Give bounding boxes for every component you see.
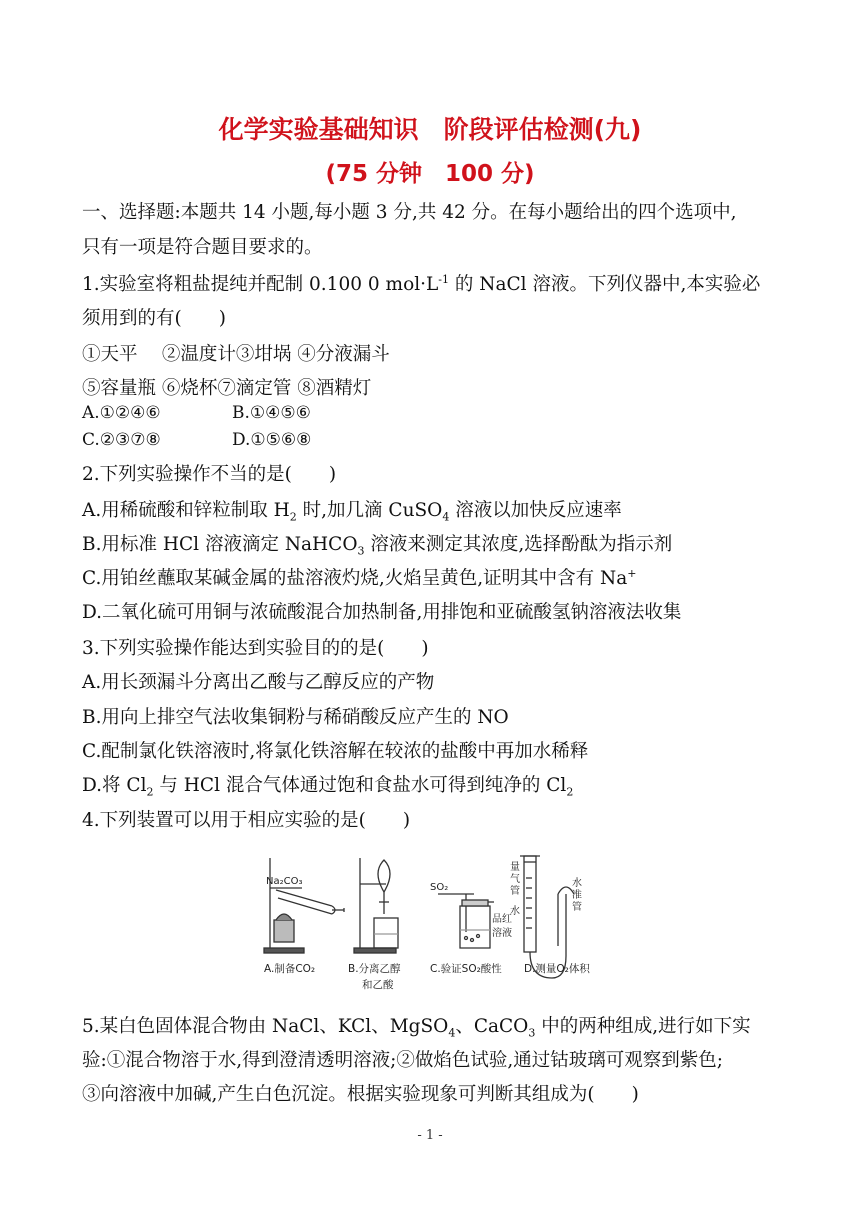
q1-items-line2: ⑤容量瓶 ⑥烧杯⑦滴定管 ⑧酒精灯 xyxy=(82,378,372,399)
q4-apparatus-figure xyxy=(262,848,614,994)
q3-option-d: D.将 $Cl_2$ 与 HCl 混合气体通过饱和食盐水可得到纯净的 $Cl_2$ xyxy=(82,775,574,799)
q3-stem: 3.下列实验操作能达到实验目的的是( ) xyxy=(82,638,429,659)
q3-option-c: C.配制氯化铁溶液时,将氯化铁溶解在较浓的盐酸中再加水稀释 xyxy=(82,741,589,762)
caption-d: D.测量O₂体积 xyxy=(524,963,590,975)
q1-option-d: D.①⑤⑥⑧ xyxy=(232,430,312,450)
apparatus-b xyxy=(354,858,398,953)
fig-label-so2: SO₂ xyxy=(430,882,449,893)
q1-stem: 1.实验室将粗盐提纯并配制 0.100 0 $mol\cdot L^{-1}$ 的 NaCl 溶液。下列仪器中,本实验必 xyxy=(82,272,761,295)
section-instruction-line2: 只有一项是符合题目要求的。 xyxy=(82,237,323,258)
caption-c: C.验证SO₂酸性 xyxy=(430,963,502,975)
apparatus-a xyxy=(264,858,344,953)
q1-items-line1: ①天平 ②温度计③坩埚 ④分液漏斗 xyxy=(82,344,390,365)
q2-option-d: D.二氧化硫可用铜与浓硫酸混合加热制备,用排饱和亚硫酸氢钠溶液法收集 xyxy=(82,602,682,623)
q2-stem: 2.下列实验操作不当的是( ) xyxy=(82,464,337,485)
fig-label-guan: 管 xyxy=(510,886,520,897)
page-title: 化学实验基础知识 阶段评估检测(九) xyxy=(218,115,642,144)
q2-option-b: B.用标准 HCl 溶液滴定 NaHCO$_3$ 溶液来测定其浓度,选择酚酞为指示剂 xyxy=(82,534,673,558)
q3-option-a: A.用长颈漏斗分离出乙酸与乙醇反应的产物 xyxy=(82,672,435,693)
page-subtitle: (75 分钟 100 分) xyxy=(325,161,535,187)
q4-stem: 4.下列装置可以用于相应实验的是( ) xyxy=(82,810,411,831)
caption-b-line2: 和乙酸 xyxy=(362,979,394,991)
caption-b-line1: B.分离乙醇 xyxy=(348,963,401,975)
q5-line3: ③向溶液中加碱,产生白色沉淀。根据实验现象可判断其组成为( ) xyxy=(82,1084,639,1105)
section-instruction-line1: 一、选择题:本题共 14 小题,每小题 3 分,共 42 分。在每小题给出的四个选项中, xyxy=(82,202,737,223)
caption-a: A.制备CO₂ xyxy=(264,963,316,975)
fig-label-pinhong: 品红 xyxy=(492,914,512,925)
fig-label-liang: 量 xyxy=(510,862,520,873)
q1-option-c: C.②③⑦⑧ xyxy=(82,430,161,450)
page-number: - 1 - xyxy=(417,1128,443,1143)
apparatus-d xyxy=(520,856,574,978)
q2-option-c: C.用铂丝蘸取某碱金属的盐溶液灼烧,火焰呈黄色,证明其中含有 Na+ xyxy=(82,566,637,589)
apparatus-c xyxy=(438,894,494,948)
fig-label-shuizhun-3: 管 xyxy=(572,902,582,913)
q5-line2: 验:①混合物溶于水,得到澄清透明溶液;②做焰色试验,通过钴玻璃可观察到紫色; xyxy=(82,1050,723,1071)
fig-label-rongye: 溶液 xyxy=(492,928,512,939)
q1-option-a: A.①②④⑥ xyxy=(82,403,161,423)
fig-label-na2co3: Na₂CO₃ xyxy=(266,876,303,887)
fig-label-shui: 水 xyxy=(510,906,520,917)
fig-label-shuizhun-2: 准 xyxy=(572,890,582,901)
fig-label-shuizhun-1: 水 xyxy=(572,878,582,889)
q1-stem-cont: 须用到的有( ) xyxy=(82,308,226,329)
q1-option-b: B.①④⑤⑥ xyxy=(232,403,311,423)
q2-option-a: A.用稀硫酸和锌粒制取 $H_2$ 时,加几滴 CuSO$_4$ 溶液以加快反应速率 xyxy=(82,500,622,524)
q3-option-b: B.用向上排空气法收集铜粉与稀硝酸反应产生的 NO xyxy=(82,707,509,728)
q5-line1: 5.某白色固体混合物由 NaCl、KCl、MgSO$_4$、CaCO$_3$ 中的两种组成,进行如下实 xyxy=(82,1016,751,1040)
fig-label-qi: 气 xyxy=(510,874,520,885)
